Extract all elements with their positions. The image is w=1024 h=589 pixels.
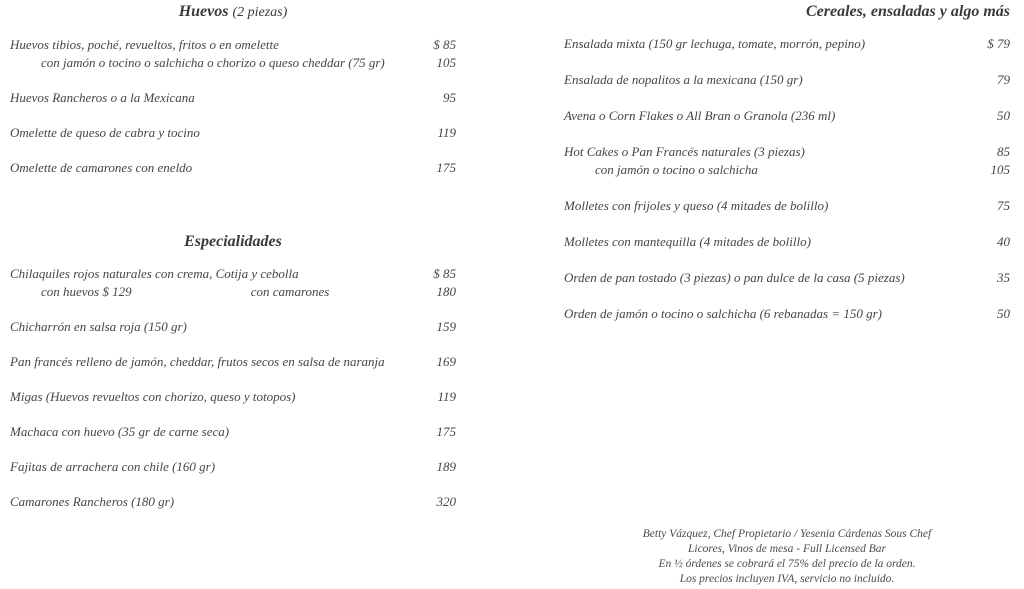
item-name: Omelette de queso de cabra y tocino xyxy=(10,125,200,140)
item-name: Molletes con frijoles y queso (4 mitades de bolillo) xyxy=(564,198,829,213)
item-name: Pan francés relleno de jamón, cheddar, frutos secos en salsa de naranja xyxy=(10,354,385,369)
item-name: Ensalada de nopalitos a la mexicana (150 gr) xyxy=(564,72,803,87)
item-price: 105 xyxy=(436,55,456,70)
menu-item xyxy=(10,353,456,370)
menu-item xyxy=(10,493,456,510)
menu-item xyxy=(564,233,1010,250)
section-especialidades xyxy=(10,232,456,510)
section-title-text: Huevos xyxy=(178,3,229,20)
section-title-text: Especialidades xyxy=(184,233,282,250)
item-name: Molletes con mantequilla (4 mitades de bolillo) xyxy=(564,234,811,249)
menu-item-subline xyxy=(10,54,456,71)
menu-item xyxy=(10,318,456,335)
item-name: Orden de pan tostado (3 piezas) o pan dulce de la casa (5 piezas) xyxy=(564,270,905,285)
item-name: Migas (Huevos revueltos con chorizo, queso y totopos) xyxy=(10,389,296,404)
footer-iva-line: Los precios incluyen IVA, servicio no incluido. xyxy=(679,573,895,585)
item-price: 50 xyxy=(997,306,1010,321)
item-price: 175 xyxy=(436,160,456,175)
menu-footer xyxy=(564,527,1010,587)
item-name: Ensalada mixta (150 gr lechuga, tomate, morrón, pepino) xyxy=(564,36,866,51)
menu-item xyxy=(10,388,456,405)
menu-item xyxy=(564,197,1010,214)
menu-item xyxy=(564,143,1010,160)
item-name: Huevos Rancheros o a la Mexicana xyxy=(10,90,195,105)
item-price: 159 xyxy=(436,319,456,334)
section-huevos xyxy=(10,2,456,176)
item-price: $ 79 xyxy=(987,36,1010,51)
section-title-cereales xyxy=(564,2,1010,22)
menu-item xyxy=(564,71,1010,88)
item-name: Chilaquiles rojos naturales con crema, Cotija y cebolla xyxy=(10,266,299,281)
menu-item-subline xyxy=(10,283,456,300)
item-price: 320 xyxy=(436,494,456,509)
item-price: 75 xyxy=(997,198,1010,213)
item-name: Huevos tibios, poché, revueltos, fritos o en omelette xyxy=(10,37,279,52)
item-name: Fajitas de arrachera con chile (160 gr) xyxy=(10,459,216,474)
footer-chef-line: Betty Vázquez, Chef Propietario / Yesenia Cárdenas Sous Chef xyxy=(642,528,932,540)
item-variant-left: con huevos $ 129 xyxy=(41,284,132,299)
left-column xyxy=(10,0,456,528)
item-name: Avena o Corn Flakes o All Bran o Granola (236 ml) xyxy=(564,108,836,123)
item-price: $ 85 xyxy=(433,266,456,281)
item-name: Machaca con huevo (35 gr de carne seca) xyxy=(10,424,230,439)
item-name: Chicharrón en salsa roja (150 gr) xyxy=(10,319,187,334)
item-price: 169 xyxy=(436,354,456,369)
item-name: Orden de jamón o tocino o salchicha (6 rebanadas = 150 gr) xyxy=(564,306,882,321)
item-price: 79 xyxy=(997,72,1010,87)
menu-item xyxy=(564,269,1010,286)
item-name: con jamón o tocino o salchicha o chorizo o queso cheddar (75 gr) xyxy=(41,55,385,70)
item-name: Omelette de camarones con eneldo xyxy=(10,160,193,175)
menu-item xyxy=(10,159,456,176)
item-price: 175 xyxy=(436,424,456,439)
item-price: 85 xyxy=(997,144,1010,159)
menu-item-subline xyxy=(564,161,1010,178)
item-variant-mid: con camarones xyxy=(250,284,330,299)
item-price: 180 xyxy=(436,284,456,299)
section-title-especialidades xyxy=(10,232,456,252)
item-price: 95 xyxy=(443,90,456,105)
item-name: Hot Cakes o Pan Francés naturales (3 piezas) xyxy=(564,144,805,159)
item-name: Camarones Rancheros (180 gr) xyxy=(10,494,175,509)
item-price: 119 xyxy=(437,389,456,404)
item-price: $ 85 xyxy=(433,37,456,52)
item-price: 40 xyxy=(997,234,1010,249)
item-price: 119 xyxy=(437,125,456,140)
menu-item xyxy=(10,423,456,440)
menu-item xyxy=(564,107,1010,124)
footer-half-order-line: En ½ órdenes se cobrará el 75% del precio de la orden. xyxy=(658,558,916,570)
section-title-huevos xyxy=(10,2,456,23)
menu-item xyxy=(10,265,456,282)
item-price: 105 xyxy=(990,162,1010,177)
item-name: con jamón o tocino o salchicha xyxy=(595,162,758,177)
section-subtitle-text: (2 piezas) xyxy=(232,5,288,20)
menu-item xyxy=(10,36,456,53)
section-cereales xyxy=(564,2,1010,322)
menu-item xyxy=(564,35,1010,52)
item-price: 35 xyxy=(997,270,1010,285)
menu-item xyxy=(10,89,456,106)
menu-item xyxy=(564,305,1010,322)
menu-item xyxy=(10,458,456,475)
right-column xyxy=(564,0,1010,341)
item-price: 50 xyxy=(997,108,1010,123)
item-price: 189 xyxy=(436,459,456,474)
section-title-text: Cereales, ensaladas y algo más xyxy=(806,3,1010,20)
footer-bar-line: Licores, Vinos de mesa - Full Licensed Bar xyxy=(687,543,887,555)
menu-item xyxy=(10,124,456,141)
